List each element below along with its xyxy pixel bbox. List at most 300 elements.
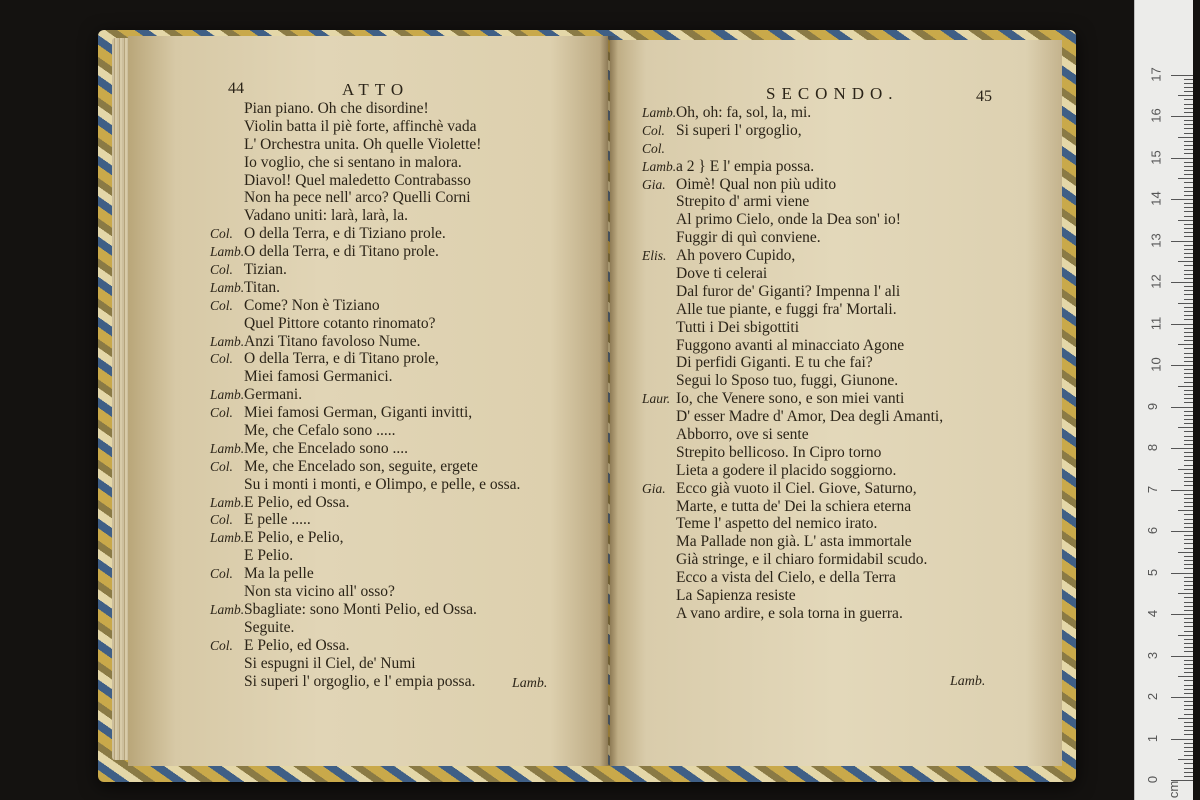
ruler-minor-tick — [1184, 394, 1193, 395]
left-page — [128, 36, 608, 766]
ruler-minor-tick — [1184, 680, 1193, 681]
verse-text: Marte, e tutta de' Dei la schiera eterna — [676, 497, 912, 515]
left-text-block — [210, 100, 520, 690]
ruler-minor-tick — [1184, 145, 1193, 146]
verse-text: Teme l' aspetto del nemico irato. — [676, 515, 878, 533]
ruler-major-tick — [1171, 407, 1193, 408]
verse-text: Strepito bellicoso. In Cipro torno — [676, 443, 882, 461]
ruler-minor-tick — [1184, 149, 1193, 150]
speaker-label: Col. — [210, 262, 233, 278]
ruler-minor-tick — [1184, 730, 1193, 731]
ruler-label: 6 — [1145, 526, 1161, 535]
ruler-minor-tick — [1178, 676, 1193, 677]
ruler-minor-tick — [1184, 108, 1193, 109]
ruler-minor-tick — [1184, 128, 1193, 129]
verse-text: Di perfidi Giganti. E tu che fai? — [676, 354, 873, 372]
ruler-major-tick — [1171, 448, 1193, 449]
ruler-minor-tick — [1184, 610, 1193, 611]
verse-text: Abborro, ove si sente — [676, 426, 809, 444]
ruler-major-tick — [1171, 697, 1193, 698]
ruler-minor-tick — [1184, 709, 1193, 710]
ruler-minor-tick — [1184, 286, 1193, 287]
text-line — [210, 619, 520, 637]
verse-text: Si superi l' orgoglio, e l' empia possa. — [244, 672, 476, 690]
verse-text: Lieta a godere il placido soggiorno. — [676, 461, 897, 479]
verse-text: La Sapienza resiste — [676, 587, 796, 605]
text-line — [210, 315, 520, 333]
ruler-minor-tick — [1178, 510, 1193, 511]
ruler-minor-tick — [1184, 307, 1193, 308]
ruler-minor-tick — [1184, 382, 1193, 383]
verse-text: Seguite. — [244, 618, 295, 636]
ruler-minor-tick — [1184, 668, 1193, 669]
speaker-label: Col. — [210, 637, 233, 653]
text-line — [210, 118, 520, 136]
ruler-minor-tick — [1184, 249, 1193, 250]
ruler-minor-tick — [1184, 643, 1193, 644]
ruler-minor-tick — [1184, 452, 1193, 453]
right-catchword: Lamb. — [950, 674, 986, 689]
speaker-label: Elis. — [642, 248, 667, 264]
text-line — [642, 462, 943, 480]
verse-text: Strepito d' armi viene — [676, 193, 810, 211]
ruler-minor-tick — [1184, 734, 1193, 735]
ruler-minor-tick — [1184, 99, 1193, 100]
speaker-label: Lamb. — [210, 530, 245, 546]
ruler-minor-tick — [1184, 618, 1193, 619]
ruler-minor-tick — [1184, 319, 1193, 320]
verse-text: Dove ti celerai — [676, 265, 768, 283]
ruler-minor-tick — [1184, 664, 1193, 665]
ruler-minor-tick — [1184, 606, 1193, 607]
text-line — [642, 390, 943, 408]
ruler-label: 13 — [1148, 232, 1164, 248]
ruler-minor-tick — [1184, 564, 1193, 565]
ruler-minor-tick — [1178, 137, 1193, 138]
ruler-major-tick — [1171, 490, 1193, 491]
ruler-minor-tick — [1184, 336, 1193, 337]
ruler-minor-tick — [1184, 361, 1193, 362]
text-line — [642, 354, 943, 372]
ruler-minor-tick — [1184, 257, 1193, 258]
ruler-minor-tick — [1184, 187, 1193, 188]
ruler-minor-tick — [1184, 498, 1193, 499]
text-line — [210, 458, 520, 476]
verse-text: Ecco a vista del Cielo, e della Terra — [676, 569, 896, 587]
ruler-minor-tick — [1184, 299, 1193, 300]
text-line — [642, 337, 943, 355]
speaker-label: Lamb. — [210, 601, 245, 617]
verse-text: Tutti i Dei sbigottiti — [676, 318, 800, 336]
ruler-minor-tick — [1184, 672, 1193, 673]
verse-text: Quel Pittore cotanto rinomato? — [244, 314, 436, 332]
ruler-minor-tick — [1184, 602, 1193, 603]
ruler-minor-tick — [1184, 772, 1193, 773]
speaker-label: Lamb. — [642, 158, 677, 174]
speaker-label: Lamb. — [210, 387, 245, 403]
text-line — [642, 283, 943, 301]
ruler-minor-tick — [1184, 419, 1193, 420]
text-line — [210, 476, 520, 494]
ruler-minor-tick — [1184, 431, 1193, 432]
ruler-minor-tick — [1184, 577, 1193, 578]
text-line — [210, 279, 520, 297]
verse-text: D' esser Madre d' Amor, Dea degli Amanti, — [676, 408, 944, 426]
ruler-minor-tick — [1184, 726, 1193, 727]
speaker-label: Lamb. — [210, 244, 245, 260]
ruler-label: 4 — [1145, 609, 1161, 618]
ruler-minor-tick — [1184, 585, 1193, 586]
ruler-minor-tick — [1184, 290, 1193, 291]
text-line — [210, 547, 520, 565]
ruler-minor-tick — [1178, 178, 1193, 179]
speaker-label: Lamb. — [210, 279, 245, 295]
verse-text: a 2 } E l' empia possa. — [676, 157, 815, 175]
ruler-major-tick — [1171, 158, 1193, 159]
text-line — [642, 158, 943, 176]
verse-text: Pian piano. Oh che disordine! — [244, 100, 429, 117]
verse-text: Già stringe, e il chiaro formidabil scudo. — [676, 551, 928, 569]
speaker-label: Col. — [210, 512, 233, 528]
ruler-minor-tick — [1184, 265, 1193, 266]
ruler-minor-tick — [1184, 174, 1193, 175]
text-line — [210, 655, 520, 673]
verse-text: Io voglio, che si sentano in malora. — [244, 153, 462, 171]
ruler-minor-tick — [1184, 535, 1193, 536]
left-page-number: 44 — [228, 80, 244, 97]
ruler-minor-tick — [1184, 245, 1193, 246]
ruler-minor-tick — [1184, 253, 1193, 254]
text-line — [642, 605, 943, 623]
ruler-minor-tick — [1184, 743, 1193, 744]
verse-text: O della Terra, e di Tiziano prole. — [244, 225, 446, 243]
text-line — [642, 444, 943, 462]
verse-text: Germani. — [244, 386, 303, 404]
verse-text: E Pelio, ed Ossa. — [244, 493, 350, 511]
ruler-minor-tick — [1184, 481, 1193, 482]
ruler-major-tick — [1171, 324, 1193, 325]
ruler-minor-tick — [1184, 79, 1193, 80]
ruler-minor-tick — [1184, 133, 1193, 134]
text-line — [642, 140, 943, 158]
ruler-minor-tick — [1184, 647, 1193, 648]
ruler-label: 1 — [1145, 734, 1161, 742]
text-line — [210, 189, 520, 207]
text-line — [642, 247, 943, 265]
ruler-label: 10 — [1148, 357, 1164, 372]
text-line — [210, 386, 520, 404]
ruler-minor-tick — [1184, 228, 1193, 229]
text-line — [210, 207, 520, 225]
right-text-block — [642, 104, 943, 623]
verse-text: Oh, oh: fa, sol, la, mi. — [676, 104, 812, 121]
ruler-minor-tick — [1184, 104, 1193, 105]
verse-text: Tizian. — [244, 261, 287, 279]
ruler-major-tick — [1171, 573, 1193, 574]
ruler-minor-tick — [1178, 552, 1193, 553]
ruler-minor-tick — [1184, 506, 1193, 507]
ruler-minor-tick — [1178, 220, 1193, 221]
text-line — [210, 422, 520, 440]
ruler-minor-tick — [1184, 651, 1193, 652]
ruler-minor-tick — [1184, 502, 1193, 503]
text-line — [210, 243, 520, 261]
ruler-minor-tick — [1184, 340, 1193, 341]
ruler-label: 17 — [1148, 66, 1164, 82]
verse-text: Sbagliate: sono Monti Pelio, ed Ossa. — [244, 600, 477, 618]
speaker-label: Laur. — [642, 391, 671, 407]
text-line — [642, 193, 943, 211]
verse-text: Ah povero Cupido, — [676, 247, 796, 265]
ruler-minor-tick — [1184, 311, 1193, 312]
ruler-minor-tick — [1184, 581, 1193, 582]
ruler-minor-tick — [1184, 232, 1193, 233]
ruler-minor-tick — [1184, 465, 1193, 466]
ruler-minor-tick — [1184, 353, 1193, 354]
ruler-minor-tick — [1184, 182, 1193, 183]
ruler-minor-tick — [1178, 718, 1193, 719]
ruler-minor-tick — [1184, 568, 1193, 569]
verse-text: L' Orchestra unita. Oh quelle Violette! — [244, 135, 482, 153]
speaker-label: Lamb. — [210, 333, 245, 349]
verse-text: Vadano uniti: larà, larà, la. — [244, 207, 408, 225]
right-page — [610, 40, 1062, 766]
verse-text: E pelle ..... — [244, 511, 311, 529]
ruler-label: 0 — [1145, 775, 1161, 784]
ruler-major-tick — [1171, 241, 1193, 242]
ruler-minor-tick — [1184, 216, 1193, 217]
ruler-minor-tick — [1178, 95, 1193, 96]
text-line — [210, 404, 520, 422]
ruler-major-tick — [1171, 116, 1193, 117]
ruler-minor-tick — [1184, 357, 1193, 358]
verse-text: Titan. — [244, 278, 281, 296]
verse-text: O della Terra, e di Titano prole. — [244, 243, 439, 261]
ruler-minor-tick — [1184, 477, 1193, 478]
text-line — [210, 511, 520, 529]
text-line — [210, 172, 520, 190]
ruler-label: 14 — [1148, 191, 1164, 206]
ruler-label: 5 — [1145, 568, 1161, 576]
ruler-minor-tick — [1184, 539, 1193, 540]
ruler-minor-tick — [1184, 626, 1193, 627]
verse-text: A vano ardire, e sola torna in guerra. — [676, 604, 903, 622]
verse-text: Io, che Venere sono, e son miei vanti — [676, 390, 905, 408]
text-line — [210, 333, 520, 351]
verse-text: Al primo Cielo, onde la Dea son' io! — [676, 211, 901, 229]
ruler-major-tick — [1171, 282, 1193, 283]
ruler-minor-tick — [1178, 469, 1193, 470]
text-line — [210, 368, 520, 386]
ruler-minor-tick — [1184, 436, 1193, 437]
ruler-minor-tick — [1184, 639, 1193, 640]
ruler-minor-tick — [1178, 261, 1193, 262]
ruler-minor-tick — [1184, 523, 1193, 524]
ruler-minor-tick — [1184, 556, 1193, 557]
ruler-minor-tick — [1184, 527, 1193, 528]
text-line — [210, 565, 520, 583]
ruler-minor-tick — [1178, 759, 1193, 760]
verse-text: O della Terra, e di Titano prole, — [244, 350, 439, 368]
ruler-minor-tick — [1184, 141, 1193, 142]
speaker-label: Col. — [210, 351, 233, 367]
ruler-label: 7 — [1145, 485, 1161, 493]
verse-text: Fuggir di quì conviene. — [676, 229, 821, 247]
text-line — [642, 587, 943, 605]
ruler-minor-tick — [1184, 87, 1193, 88]
text-line — [642, 408, 943, 426]
verse-text: Non sta vicino all' osso? — [244, 583, 395, 601]
ruler-minor-tick — [1184, 423, 1193, 424]
verse-text: Alle tue piante, e fuggi fra' Mortali. — [676, 300, 897, 318]
ruler-label: 8 — [1145, 443, 1161, 452]
text-line — [642, 229, 943, 247]
text-line — [642, 319, 943, 337]
ruler-minor-tick — [1184, 195, 1193, 196]
ruler-minor-tick — [1184, 411, 1193, 412]
ruler-minor-tick — [1184, 722, 1193, 723]
verse-text: Me, che Encelado son, seguite, ergete — [244, 457, 478, 475]
ruler-minor-tick — [1184, 456, 1193, 457]
verse-text: Me, che Encelado sono .... — [244, 439, 408, 457]
ruler-minor-tick — [1184, 207, 1193, 208]
ruler-minor-tick — [1184, 112, 1193, 113]
text-line — [210, 673, 520, 691]
ruler-minor-tick — [1184, 315, 1193, 316]
speaker-label: Lamb. — [642, 105, 677, 120]
verse-text: Non ha pece nell' arco? Quelli Corni — [244, 189, 471, 207]
ruler-major-tick — [1171, 531, 1193, 532]
ruler-minor-tick — [1184, 211, 1193, 212]
ruler-unit: cm — [1166, 780, 1182, 799]
ruler-minor-tick — [1184, 768, 1193, 769]
verse-text: Su i monti i monti, e Olimpo, e pelle, e ossa. — [244, 475, 521, 493]
speaker-label: Col. — [210, 566, 233, 582]
right-page-number: 45 — [976, 88, 992, 105]
verse-text: Come? Non è Tiziano — [244, 296, 380, 314]
ruler-minor-tick — [1184, 203, 1193, 204]
ruler-label: 11 — [1148, 316, 1164, 330]
ruler-major-tick — [1171, 739, 1193, 740]
ruler-minor-tick — [1184, 328, 1193, 329]
verse-text: E Pelio, e Pelio, — [244, 529, 344, 547]
ruler-minor-tick — [1184, 166, 1193, 167]
left-running-header: ATTO — [342, 80, 410, 99]
text-line — [210, 529, 520, 547]
verse-text: E Pelio, ed Ossa. — [244, 636, 350, 654]
ruler-minor-tick — [1184, 348, 1193, 349]
verse-text: Si superi l' orgoglio, — [676, 121, 802, 139]
text-line — [642, 176, 943, 194]
ruler-minor-tick — [1184, 83, 1193, 84]
ruler-minor-tick — [1184, 660, 1193, 661]
ruler-minor-tick — [1184, 776, 1193, 777]
ruler-minor-tick — [1184, 440, 1193, 441]
measurement-ruler — [1134, 0, 1193, 800]
ruler-minor-tick — [1184, 631, 1193, 632]
ruler-minor-tick — [1184, 473, 1193, 474]
ruler-minor-tick — [1184, 390, 1193, 391]
ruler-minor-tick — [1184, 714, 1193, 715]
ruler-minor-tick — [1184, 597, 1193, 598]
ruler-minor-tick — [1184, 701, 1193, 702]
ruler-minor-tick — [1184, 402, 1193, 403]
text-line — [210, 261, 520, 279]
text-line — [642, 498, 943, 516]
ruler-minor-tick — [1184, 373, 1193, 374]
verse-text: Diavol! Quel maledetto Contrabasso — [244, 171, 471, 189]
ruler-minor-tick — [1184, 689, 1193, 690]
ruler-minor-tick — [1184, 270, 1193, 271]
ruler-minor-tick — [1178, 303, 1193, 304]
ruler-minor-tick — [1184, 398, 1193, 399]
text-line — [642, 426, 943, 444]
ruler-minor-tick — [1184, 751, 1193, 752]
text-line — [210, 494, 520, 512]
ruler-minor-tick — [1184, 369, 1193, 370]
text-line — [210, 225, 520, 243]
ruler-minor-tick — [1178, 344, 1193, 345]
verse-text: Miei famosi German, Giganti invitti, — [244, 404, 473, 422]
speaker-label: Col. — [642, 140, 665, 156]
ruler-minor-tick — [1184, 120, 1193, 121]
ruler-minor-tick — [1184, 548, 1193, 549]
ruler-minor-tick — [1178, 593, 1193, 594]
ruler-minor-tick — [1178, 427, 1193, 428]
verse-text: Ma la pelle — [244, 565, 314, 583]
ruler-minor-tick — [1184, 685, 1193, 686]
speaker-label: Col. — [210, 405, 233, 421]
ruler-major-tick — [1171, 614, 1193, 615]
text-line — [642, 569, 943, 587]
speaker-label: Gia. — [642, 480, 666, 496]
ruler-minor-tick — [1184, 460, 1193, 461]
ruler-minor-tick — [1184, 332, 1193, 333]
verse-text: Miei famosi Germanici. — [244, 368, 393, 386]
ruler-minor-tick — [1184, 153, 1193, 154]
text-line — [642, 301, 943, 319]
ruler-major-tick — [1171, 656, 1193, 657]
ruler-minor-tick — [1184, 485, 1193, 486]
speaker-label: Col. — [642, 122, 665, 138]
ruler-minor-tick — [1184, 377, 1193, 378]
text-line — [210, 136, 520, 154]
verse-text: Violin batta il piè forte, affinchè vada — [244, 117, 477, 135]
ruler-minor-tick — [1184, 191, 1193, 192]
ruler-minor-tick — [1184, 705, 1193, 706]
ruler-label: 3 — [1145, 651, 1161, 659]
speaker-label: Lamb. — [210, 440, 245, 456]
ruler-minor-tick — [1184, 622, 1193, 623]
right-running-header: SECONDO. — [766, 84, 899, 103]
verse-text: Ecco già vuoto il Ciel. Giove, Saturno, — [676, 479, 917, 497]
ruler-minor-tick — [1184, 415, 1193, 416]
book-gutter — [600, 36, 618, 766]
speaker-label: Gia. — [642, 176, 666, 192]
verse-text: E Pelio. — [244, 547, 294, 565]
speaker-label: Col. — [210, 297, 233, 313]
left-catchword: Lamb. — [512, 676, 548, 691]
verse-text: Oimè! Qual non più udito — [676, 175, 837, 193]
text-line — [642, 480, 943, 498]
text-line — [210, 637, 520, 655]
text-line — [210, 297, 520, 315]
text-line — [210, 583, 520, 601]
ruler-minor-tick — [1184, 763, 1193, 764]
verse-text: Segui lo Sposo tuo, fuggi, Giunone. — [676, 372, 899, 390]
ruler-minor-tick — [1184, 494, 1193, 495]
text-line — [642, 122, 943, 140]
